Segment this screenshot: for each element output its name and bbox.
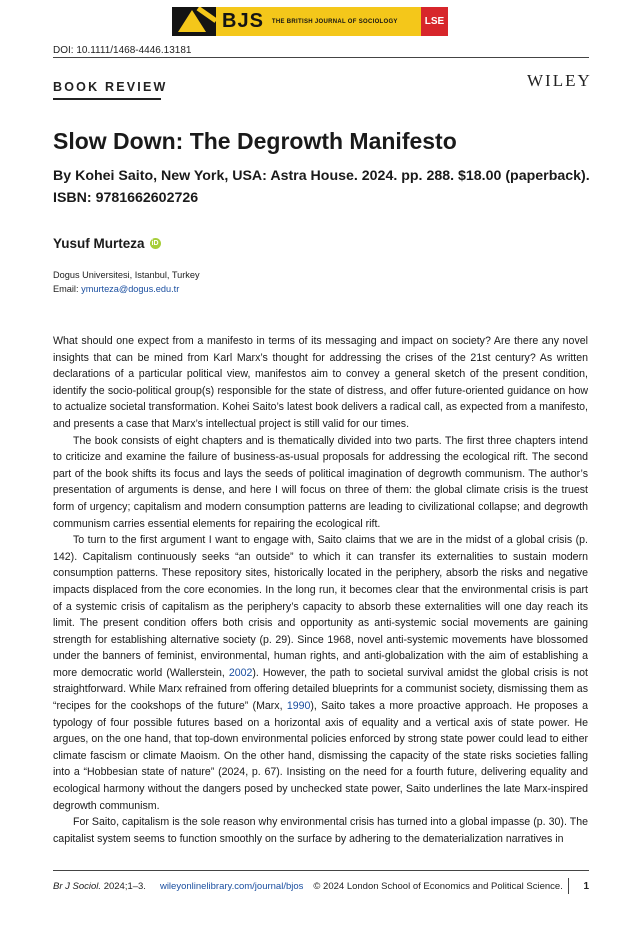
paragraph-3-text-c: ), Saito takes a more proactive approach. He proposes a typology of four possible futures based on a horizontal axis of equality and a vertical axis of state power. He argues, on the one hand, that top-down environmental policies enforced by strong state power could lead to either climate fascism or climate Maoism. On the other hand, dismissing the capacity of the state risks societies falling into a “Hobbesian state of nature” (2024, p. 67). Insisting on the need for a fourth future, delivering equality and ecological harmony without the dangers posed by unchecked state power, Saito underlines the late Marx-inspired degrowth communism. [53, 700, 588, 812]
email-link[interactable]: ymurteza@dogus.edu.tr [81, 284, 180, 294]
author-name[interactable]: Yusuf Murteza [53, 236, 145, 251]
paragraph-1: What should one expect from a manifesto in terms of its messaging and impact on society? Are there any novel insights that can be mined from Karl Marx’s thought for addressing the crises of the 21st century? As written declarations of a particular political view, manifestos aim to convey a general sketch of the present condition, identify the socio-political group(s) responsible for the state of distress, and offer future-oriented guidance on how to actualize societal transformation. Kohei Saito’s latest book delivers a radical call, as expected from a manifesto, and presents a case that Marx’s intellectual project is still valid for our times. [53, 335, 588, 430]
article-body [53, 333, 588, 847]
footer-divider [53, 870, 589, 871]
journal-reference: Br J Sociol. [53, 880, 102, 892]
orcid-icon[interactable]: iD [151, 240, 159, 247]
publisher-logo: WILEY [527, 71, 592, 90]
paragraph-2: The book consists of eight chapters and is thematically divided into two parts. The first three chapters intend to criticize and examine the failure of business-as-usual proposals for addressing the ecological rift. The second part of the book shifts its focus and lays the seeds of political imagination of degrowth communism. The author’s presentation of arguments is dense, and here I will focus on three of them: the global climate crisis is the truest form of urgency; capitalism and modern consumption patterns are leading to civilizational collapse; and degrowth communism carries essential elements for repairing the ecological rift. [53, 434, 588, 530]
journal-full-name: THE BRITISH JOURNAL OF SOCIOLOGY [271, 18, 398, 25]
citation-link-wallerstein[interactable]: 2002 [228, 666, 253, 679]
author-email-line [53, 284, 179, 294]
article-title: Slow Down: The Degrowth Manifesto [53, 128, 457, 154]
author-line [53, 236, 161, 251]
journal-url-link[interactable]: wileyonlinelibrary.com/journal/bjos [159, 880, 304, 892]
journal-abbrev: BJS [222, 10, 264, 32]
page-number: 1 [583, 880, 589, 892]
journal-banner [172, 7, 448, 36]
paragraph-3-text-b: ). However, the path to societal survival amidst the global crisis is not straightforward. While Marx refrained from offering detailed blueprints for a communist society, dismissing them as “recipes for the cookshops of the future” (Marx, [53, 666, 588, 713]
footer-separator [568, 878, 569, 894]
section-underline [53, 98, 161, 100]
doi-line: DOI: 10.1111/1468-4446.13181 [53, 45, 192, 56]
copyright-notice: © 2024 London School of Economics and Political Science. [313, 880, 563, 892]
year-pages: 2024;1–3. [103, 880, 146, 892]
email-label: Email: [53, 284, 79, 294]
author-affiliation: Dogus Universitesi, Istanbul, Turkey [53, 270, 200, 280]
page-footer [53, 878, 589, 894]
header-divider [53, 57, 589, 58]
section-label: BOOK REVIEW [53, 80, 168, 94]
book-citation: By Kohei Saito, New York, USA: Astra House. 2024. pp. 288. $18.00 (paperback). ISBN: 9781662602726 [53, 168, 590, 206]
lse-logo: LSE [421, 7, 448, 36]
paragraph-3 [53, 532, 588, 814]
bjs-logo-icon [172, 7, 216, 36]
citation-link-marx[interactable]: 1990 [286, 700, 311, 713]
paragraph-4: For Saito, capitalism is the sole reason why environmental crisis has turned into a global impasse (p. 30). The capitalist system seems to function smoothly on the surface by adhering to the dematerialization narratives in [53, 816, 588, 845]
paragraph-3-text-a: To turn to the first argument I want to engage with, Saito claims that we are in the midst of a global crisis (p. 142). Capitalism continuously seeks “an outside” to which it can transfer its externalities to sustain modern consumption patterns. These repository sites, historically located in the periphery, absorb the risks and negative impacts displaced from the core economies. In the long run, it becomes clear that the environmental crisis is part of a systemic crisis of capitalism as the periphery’s capacity to absorb these externalities will one day reach its limit. The present condition offers both crisis and opportunity as anti-systemic social movements are gaining strength for establishing alternative society (p. 29). Since 1968, novel anti-systemic movements have blossomed under the banners of feminist, environmental, human rights, and anti-globalization with the aim of establishing a more democratic world (Wallerstein, [53, 534, 588, 679]
